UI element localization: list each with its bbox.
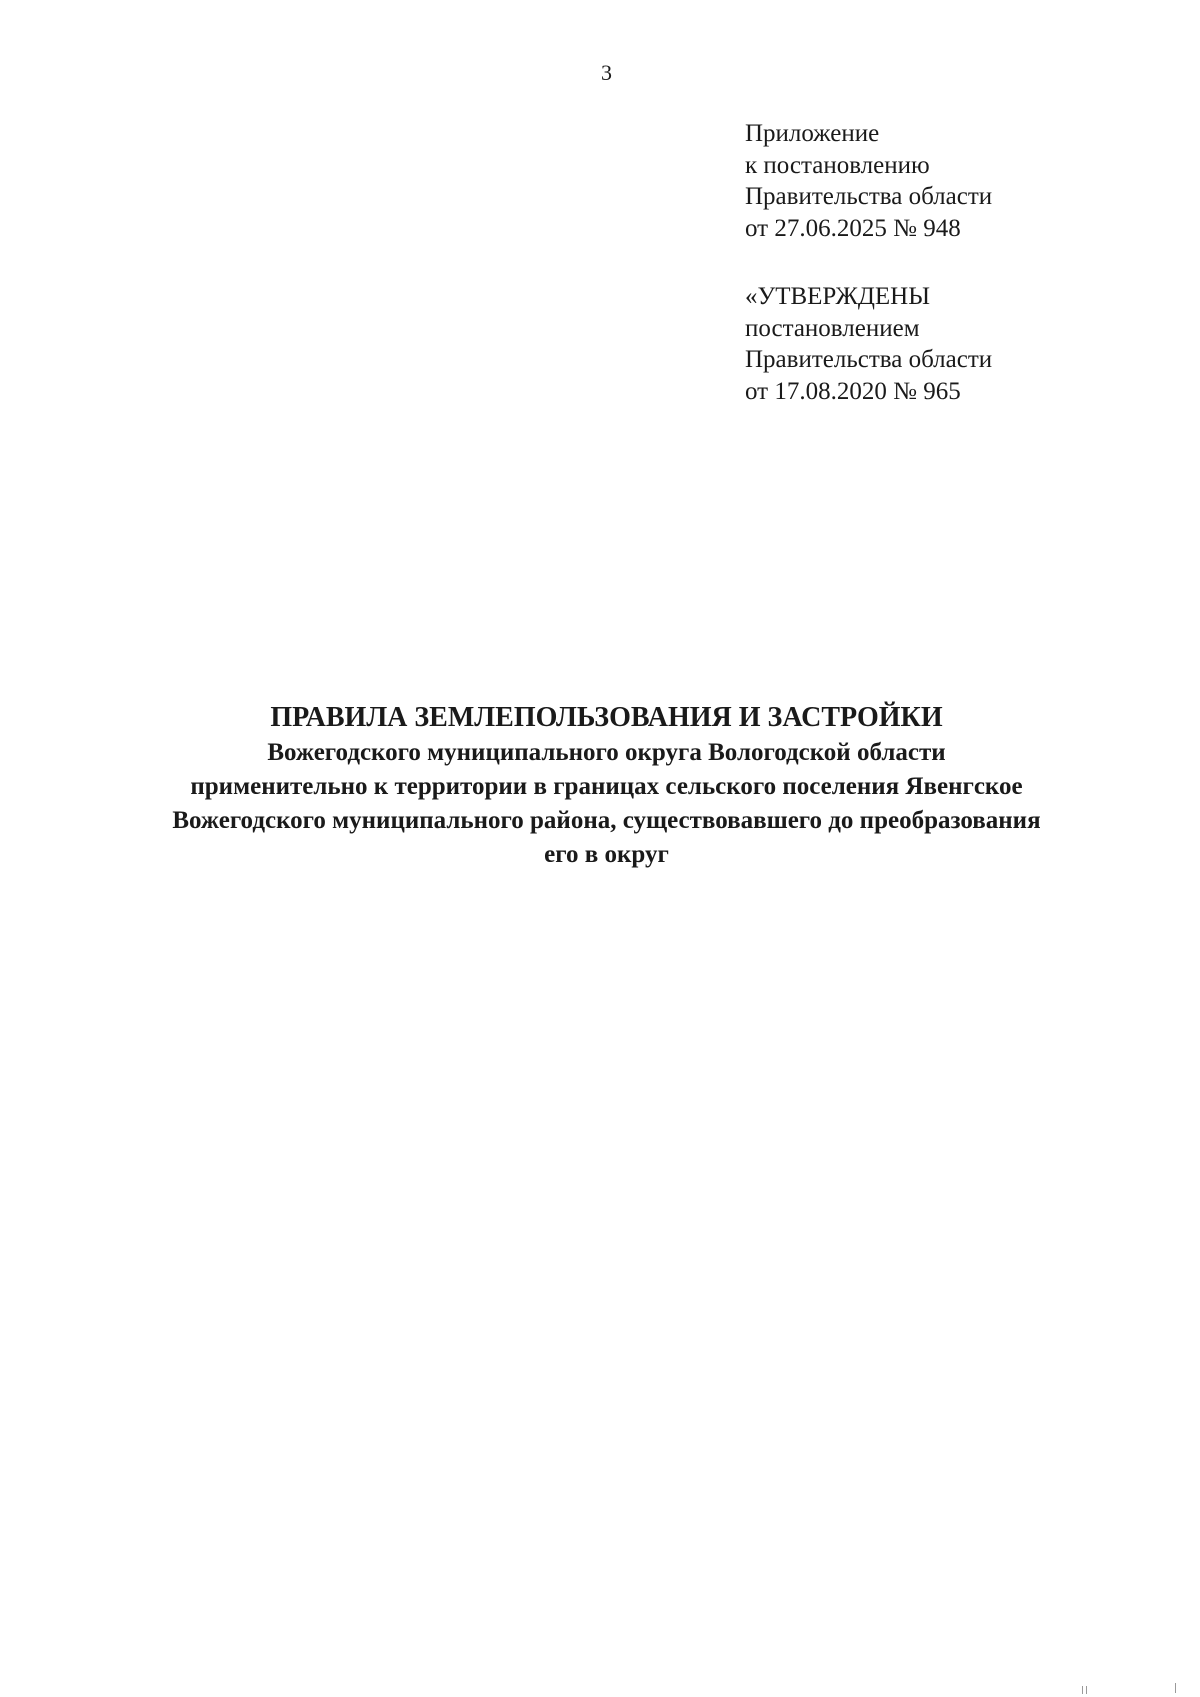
approval-line: Правительства области (745, 346, 993, 373)
scan-artefact (1086, 1686, 1087, 1694)
appendix-line: от 27.06.2025 № 948 (745, 214, 961, 242)
appendix-line: к постановлению (745, 151, 930, 179)
appendix-note (745, 118, 992, 244)
approval-line: от 17.08.2020 № 965 (745, 377, 961, 405)
scan-artefact (1175, 1683, 1176, 1693)
approval-note (745, 281, 992, 407)
scan-artefact (1082, 1686, 1083, 1694)
approval-line: «УТВЕРЖДЕНЫ (745, 283, 931, 310)
title-line: его в округ (544, 841, 669, 868)
approval-line: постановлением (745, 314, 920, 342)
appendix-line: Приложение (745, 120, 880, 147)
document-title (0, 700, 1200, 872)
title-line: Вожегодского муниципального района, существовавшего до преобразования (172, 807, 1041, 834)
title-main: ПРАВИЛА ЗЕМЛЕПОЛЬЗОВАНИЯ И ЗАСТРОЙКИ (270, 702, 943, 733)
appendix-line: Правительства области (745, 183, 993, 210)
page-number: 3 (601, 60, 612, 85)
title-line: применительно к территории в границах сельского поселения Явенгское (190, 773, 1023, 800)
title-line: Вожегодского муниципального округа Вологодской области (267, 739, 946, 766)
